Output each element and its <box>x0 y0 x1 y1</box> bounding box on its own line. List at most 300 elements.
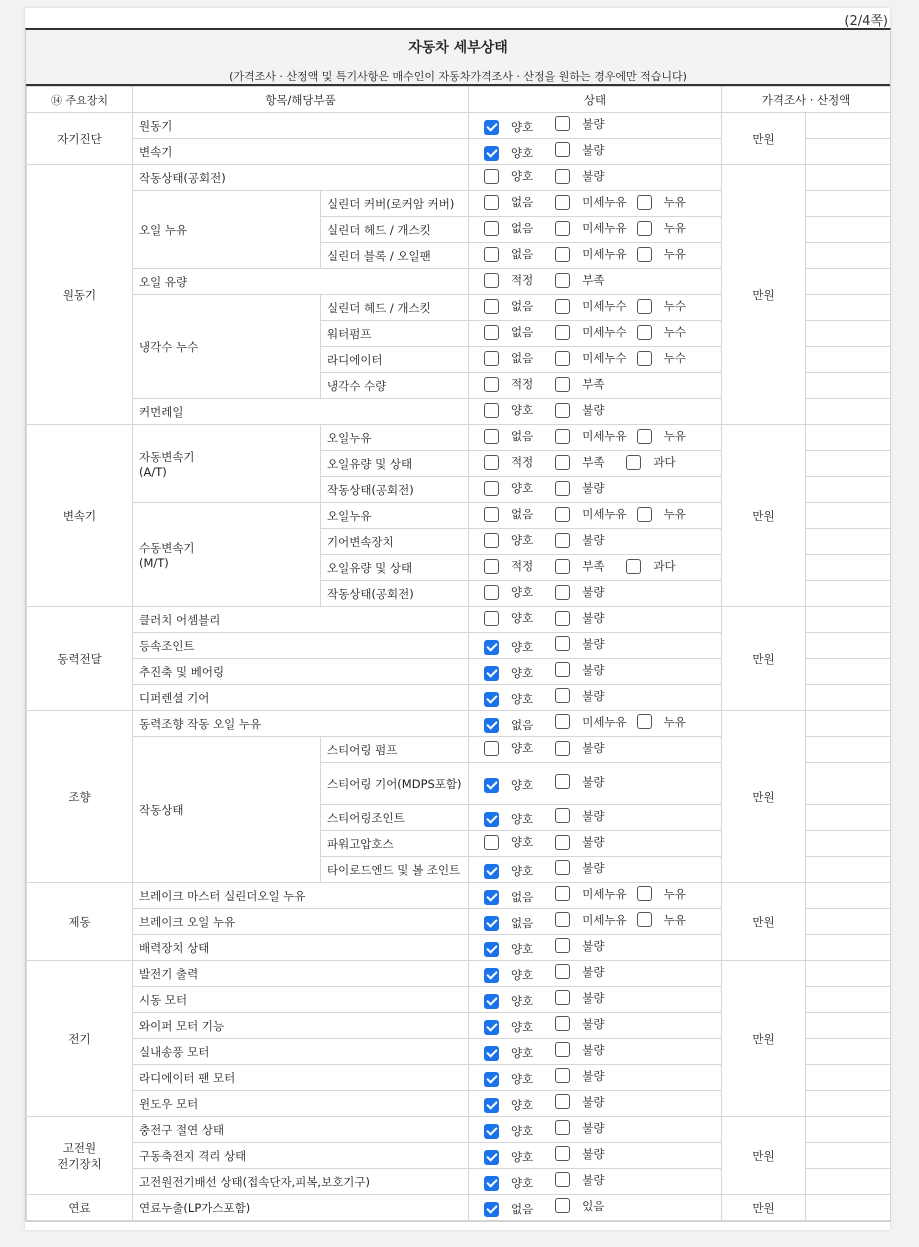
status-option[interactable] <box>484 1045 533 1061</box>
price-input-cell[interactable] <box>806 295 891 321</box>
form-frame <box>25 28 891 1222</box>
price-input-cell[interactable] <box>806 1065 891 1091</box>
checkbox[interactable] <box>637 507 652 522</box>
status-option[interactable] <box>637 886 686 902</box>
checked-checkbox[interactable] <box>484 1150 499 1165</box>
checkbox[interactable] <box>637 714 652 729</box>
checkbox[interactable] <box>484 585 499 600</box>
checkbox[interactable] <box>484 559 499 574</box>
sub-item-cell: 오일누유 <box>321 425 469 451</box>
checkbox[interactable] <box>555 1042 570 1057</box>
status-option[interactable] <box>484 1175 533 1191</box>
status-option[interactable] <box>555 324 626 340</box>
price-input-cell[interactable] <box>806 607 891 633</box>
status-option[interactable] <box>484 402 533 418</box>
status-option[interactable] <box>484 428 533 444</box>
status-option[interactable] <box>484 777 533 793</box>
status-option[interactable] <box>555 610 604 626</box>
checkbox[interactable] <box>484 377 499 392</box>
checkbox[interactable] <box>484 741 499 756</box>
status-option[interactable] <box>484 194 533 210</box>
status-option-label: 누유 <box>663 429 686 444</box>
checkbox[interactable] <box>484 325 499 340</box>
status-option-label: 적정 <box>511 377 534 392</box>
checkbox[interactable] <box>484 455 499 470</box>
form-page <box>25 8 890 1230</box>
checkbox[interactable] <box>555 195 570 210</box>
price-input-cell[interactable] <box>806 831 891 857</box>
price-input-cell[interactable] <box>806 425 891 451</box>
status-option[interactable] <box>555 990 604 1006</box>
status-option[interactable] <box>555 964 604 980</box>
status-option[interactable] <box>555 194 626 210</box>
checkbox[interactable] <box>555 1120 570 1135</box>
status-option[interactable] <box>555 584 604 600</box>
price-unit-cell: 만원 <box>722 961 806 1117</box>
status-option[interactable] <box>484 119 533 135</box>
price-input-cell[interactable] <box>806 909 891 935</box>
status-option-label: 미세누유 <box>582 886 627 901</box>
status-option-label: 불량 <box>582 860 605 875</box>
status-option[interactable] <box>484 915 533 931</box>
status-option[interactable] <box>484 863 533 879</box>
status-option[interactable] <box>637 220 686 236</box>
price-input-cell[interactable] <box>806 1039 891 1065</box>
price-input-cell[interactable] <box>806 883 891 909</box>
price-input-cell[interactable] <box>806 711 891 737</box>
table-row <box>27 165 891 191</box>
checkbox[interactable] <box>637 886 652 901</box>
checked-checkbox[interactable] <box>484 994 499 1009</box>
status-option[interactable] <box>484 480 533 496</box>
checkbox[interactable] <box>555 808 570 823</box>
price-input-cell[interactable] <box>806 113 891 139</box>
checkbox[interactable] <box>555 688 570 703</box>
checked-checkbox[interactable] <box>484 718 499 733</box>
status-option[interactable] <box>484 889 533 905</box>
price-input-cell[interactable] <box>806 581 891 607</box>
price-input-cell[interactable] <box>806 165 891 191</box>
table-row <box>27 607 891 633</box>
checkbox[interactable] <box>555 247 570 262</box>
status-option[interactable] <box>555 740 604 756</box>
checked-checkbox[interactable] <box>484 1124 499 1139</box>
checked-checkbox[interactable] <box>484 942 499 957</box>
price-unit-cell: 만원 <box>722 113 806 165</box>
price-input-cell[interactable] <box>806 1169 891 1195</box>
status-option[interactable] <box>555 298 626 314</box>
checked-checkbox[interactable] <box>484 666 499 681</box>
price-input-cell[interactable] <box>806 555 891 581</box>
price-input-cell[interactable] <box>806 529 891 555</box>
checkbox[interactable] <box>555 1172 570 1187</box>
checked-checkbox[interactable] <box>484 1072 499 1087</box>
checked-checkbox[interactable] <box>484 916 499 931</box>
status-option[interactable] <box>484 350 533 366</box>
price-input-cell[interactable] <box>806 399 891 425</box>
status-option-label: 적정 <box>511 273 534 288</box>
price-unit-cell: 만원 <box>722 883 806 961</box>
price-input-cell[interactable] <box>806 269 891 295</box>
status-option[interactable] <box>555 834 604 850</box>
checkbox[interactable] <box>555 455 570 470</box>
item-cell: 동력조향 작동 오일 누유 <box>133 711 469 737</box>
status-option[interactable] <box>555 1198 604 1214</box>
checkbox[interactable] <box>484 247 499 262</box>
checkbox[interactable] <box>555 1146 570 1161</box>
status-option-label: 양호 <box>511 968 534 983</box>
price-input-cell[interactable] <box>806 1117 891 1143</box>
checkbox[interactable] <box>555 611 570 626</box>
checkbox[interactable] <box>555 585 570 600</box>
checked-checkbox[interactable] <box>484 1098 499 1113</box>
status-cell <box>469 477 722 503</box>
item-cell: 실내송풍 모터 <box>133 1039 469 1065</box>
status-option[interactable] <box>555 774 604 790</box>
checkbox[interactable] <box>555 636 570 651</box>
status-option-label: 양호 <box>511 1046 534 1061</box>
price-input-cell[interactable] <box>806 1195 891 1221</box>
status-option[interactable] <box>555 1016 604 1032</box>
checked-checkbox[interactable] <box>484 812 499 827</box>
status-option-label: 누유 <box>663 195 686 210</box>
status-option-label: 불량 <box>582 990 605 1005</box>
checkbox[interactable] <box>555 1094 570 1109</box>
checkbox[interactable] <box>626 455 641 470</box>
checkbox[interactable] <box>555 403 570 418</box>
status-option[interactable] <box>555 1068 604 1084</box>
checked-checkbox[interactable] <box>484 968 499 983</box>
checkbox[interactable] <box>555 938 570 953</box>
status-option[interactable] <box>484 610 533 626</box>
status-option-label: 불량 <box>582 1016 605 1031</box>
item-cell: 수동변속기 (M/T) <box>133 503 321 607</box>
checkbox[interactable] <box>555 273 570 288</box>
status-option[interactable] <box>484 1123 533 1139</box>
price-input-cell[interactable] <box>806 987 891 1013</box>
checkbox[interactable] <box>637 429 652 444</box>
status-option[interactable] <box>484 717 533 733</box>
status-option[interactable] <box>555 506 626 522</box>
status-option[interactable] <box>637 714 686 730</box>
status-option[interactable] <box>555 454 604 470</box>
checkbox[interactable] <box>626 559 641 574</box>
checkbox[interactable] <box>555 1068 570 1083</box>
status-option[interactable] <box>555 860 604 876</box>
checkbox[interactable] <box>637 912 652 927</box>
item-cell: 라디에이터 팬 모터 <box>133 1065 469 1091</box>
checkbox[interactable] <box>555 860 570 875</box>
table-row <box>27 113 891 139</box>
checkbox[interactable] <box>637 299 652 314</box>
status-cell <box>469 113 722 139</box>
status-option[interactable] <box>555 168 604 184</box>
checkbox[interactable] <box>484 481 499 496</box>
checked-checkbox[interactable] <box>484 864 499 879</box>
checkbox[interactable] <box>637 195 652 210</box>
checkbox[interactable] <box>484 169 499 184</box>
checkbox[interactable] <box>555 662 570 677</box>
status-option[interactable] <box>555 886 626 902</box>
checkbox[interactable] <box>484 403 499 418</box>
status-option[interactable] <box>484 967 533 983</box>
status-option-label: 불량 <box>582 662 605 677</box>
checkbox[interactable] <box>484 351 499 366</box>
status-option[interactable] <box>484 993 533 1009</box>
price-input-cell[interactable] <box>806 935 891 961</box>
checkbox[interactable] <box>484 533 499 548</box>
status-option-label: 양호 <box>511 640 534 655</box>
price-input-cell[interactable] <box>806 451 891 477</box>
status-option[interactable] <box>555 272 604 288</box>
header-status: 상태 <box>469 87 722 113</box>
header-item: 항목/해당부품 <box>133 87 469 113</box>
header-price: 가격조사 · 산정액 <box>722 87 891 113</box>
price-input-cell[interactable] <box>806 373 891 399</box>
status-option[interactable] <box>555 1042 604 1058</box>
status-cell <box>469 165 722 191</box>
status-option[interactable] <box>555 636 604 652</box>
table-row <box>27 961 891 987</box>
status-option-label: 불량 <box>582 142 605 157</box>
status-option-label: 미세누유 <box>582 507 627 522</box>
sub-item-cell: 실린더 헤드 / 개스킷 <box>321 295 469 321</box>
checkbox[interactable] <box>555 351 570 366</box>
status-option-label: 미세누수 <box>582 299 627 314</box>
checkbox[interactable] <box>555 1198 570 1213</box>
status-option[interactable] <box>484 1201 533 1217</box>
checkbox[interactable] <box>555 429 570 444</box>
sub-item-cell: 냉각수 수량 <box>321 373 469 399</box>
status-cell <box>469 633 722 659</box>
status-option[interactable] <box>637 324 686 340</box>
status-option[interactable] <box>637 350 686 366</box>
status-option[interactable] <box>484 145 533 161</box>
status-option[interactable] <box>637 912 686 928</box>
status-option[interactable] <box>555 1094 604 1110</box>
status-option[interactable] <box>555 1172 604 1188</box>
sub-item-cell: 스티어링 펌프 <box>321 737 469 763</box>
price-input-cell[interactable] <box>806 1143 891 1169</box>
status-option[interactable] <box>637 428 686 444</box>
checkbox[interactable] <box>555 714 570 729</box>
checkbox[interactable] <box>555 990 570 1005</box>
status-option-label: 미세누유 <box>582 429 627 444</box>
checked-checkbox[interactable] <box>484 120 499 135</box>
status-option[interactable] <box>555 350 626 366</box>
status-option-label: 미세누유 <box>582 195 627 210</box>
price-input-cell[interactable] <box>806 191 891 217</box>
price-input-cell[interactable] <box>806 659 891 685</box>
price-input-cell[interactable] <box>806 217 891 243</box>
price-input-cell[interactable] <box>806 737 891 763</box>
checkbox[interactable] <box>555 116 570 131</box>
status-option[interactable] <box>484 168 533 184</box>
price-input-cell[interactable] <box>806 633 891 659</box>
status-option[interactable] <box>555 1120 604 1136</box>
checkbox[interactable] <box>484 299 499 314</box>
status-option[interactable] <box>484 298 533 314</box>
status-option[interactable] <box>555 376 604 392</box>
status-option[interactable] <box>555 220 626 236</box>
price-input-cell[interactable] <box>806 1091 891 1117</box>
status-option[interactable] <box>555 1146 604 1162</box>
status-option[interactable] <box>484 558 533 574</box>
price-unit-cell: 만원 <box>722 607 806 711</box>
checkbox[interactable] <box>484 611 499 626</box>
price-input-cell[interactable] <box>806 805 891 831</box>
checkbox[interactable] <box>484 835 499 850</box>
status-option-label: 없음 <box>511 890 534 905</box>
checked-checkbox[interactable] <box>484 692 499 707</box>
checkbox[interactable] <box>484 221 499 236</box>
status-option[interactable] <box>484 941 533 957</box>
checkbox[interactable] <box>484 507 499 522</box>
checked-checkbox[interactable] <box>484 146 499 161</box>
checkbox[interactable] <box>555 912 570 927</box>
status-option[interactable] <box>484 272 533 288</box>
status-option[interactable] <box>484 532 533 548</box>
status-option[interactable] <box>637 246 686 262</box>
price-input-cell[interactable] <box>806 685 891 711</box>
status-option[interactable] <box>555 808 604 824</box>
status-option[interactable] <box>484 506 533 522</box>
checkbox[interactable] <box>637 221 652 236</box>
checkbox[interactable] <box>555 221 570 236</box>
status-cell <box>469 1143 722 1169</box>
status-option[interactable] <box>484 665 533 681</box>
status-option-label: 불량 <box>582 1068 605 1083</box>
status-cell <box>469 243 722 269</box>
status-option[interactable] <box>484 246 533 262</box>
checkbox[interactable] <box>484 195 499 210</box>
status-option[interactable] <box>555 688 604 704</box>
checkbox[interactable] <box>637 351 652 366</box>
status-cell <box>469 831 722 857</box>
status-option[interactable] <box>555 402 604 418</box>
price-input-cell[interactable] <box>806 477 891 503</box>
status-cell <box>469 935 722 961</box>
checkbox[interactable] <box>555 1016 570 1031</box>
sub-item-cell: 파워고압호스 <box>321 831 469 857</box>
price-input-cell[interactable] <box>806 139 891 165</box>
status-option[interactable] <box>484 376 533 392</box>
checkbox[interactable] <box>555 481 570 496</box>
checkbox[interactable] <box>555 325 570 340</box>
status-option[interactable] <box>484 1149 533 1165</box>
price-input-cell[interactable] <box>806 1013 891 1039</box>
status-option[interactable] <box>555 532 604 548</box>
status-option[interactable] <box>637 194 686 210</box>
status-option[interactable] <box>555 558 604 574</box>
checkbox[interactable] <box>555 835 570 850</box>
price-input-cell[interactable] <box>806 857 891 883</box>
status-option-label: 과다 <box>653 455 676 470</box>
status-option-label: 양호 <box>511 741 534 756</box>
checkbox[interactable] <box>555 169 570 184</box>
checkbox[interactable] <box>555 964 570 979</box>
checkbox[interactable] <box>555 377 570 392</box>
status-option[interactable] <box>484 811 533 827</box>
checkbox[interactable] <box>637 325 652 340</box>
price-input-cell[interactable] <box>806 321 891 347</box>
checked-checkbox[interactable] <box>484 890 499 905</box>
status-option[interactable] <box>555 246 626 262</box>
checked-checkbox[interactable] <box>484 1020 499 1035</box>
status-option-label: 누유 <box>663 507 686 522</box>
status-option[interactable] <box>555 912 626 928</box>
checkbox[interactable] <box>555 142 570 157</box>
price-input-cell[interactable] <box>806 961 891 987</box>
checkbox[interactable] <box>484 429 499 444</box>
status-option-label: 양호 <box>511 1150 534 1165</box>
status-option-label: 과다 <box>653 559 676 574</box>
price-input-cell[interactable] <box>806 243 891 269</box>
status-option-label: 없음 <box>511 718 534 733</box>
category-cell: 자기진단 <box>27 113 133 165</box>
status-option[interactable] <box>637 506 686 522</box>
status-option[interactable] <box>637 298 686 314</box>
checkbox[interactable] <box>484 273 499 288</box>
status-option-label: 없음 <box>511 351 534 366</box>
status-option[interactable] <box>555 116 604 132</box>
status-option[interactable] <box>555 714 626 730</box>
status-option-label: 불량 <box>582 741 605 756</box>
status-option[interactable] <box>484 834 533 850</box>
checked-checkbox[interactable] <box>484 1176 499 1191</box>
status-cell <box>469 399 722 425</box>
sub-item-cell: 타이로드엔드 및 볼 조인트 <box>321 857 469 883</box>
status-option-label: 누유 <box>663 886 686 901</box>
checkbox[interactable] <box>555 774 570 789</box>
status-option-label: 없음 <box>511 916 534 931</box>
checked-checkbox[interactable] <box>484 778 499 793</box>
status-option[interactable] <box>555 938 604 954</box>
status-option[interactable] <box>484 740 533 756</box>
status-option-label: 미세누유 <box>582 912 627 927</box>
status-option[interactable] <box>484 584 533 600</box>
status-option[interactable] <box>555 662 604 678</box>
status-option[interactable] <box>555 428 626 444</box>
item-cell: 등속조인트 <box>133 633 469 659</box>
status-option[interactable] <box>484 1019 533 1035</box>
checkbox[interactable] <box>555 299 570 314</box>
status-option[interactable] <box>626 558 675 574</box>
price-input-cell[interactable] <box>806 347 891 373</box>
status-option[interactable] <box>484 691 533 707</box>
status-option[interactable] <box>484 1071 533 1087</box>
status-option[interactable] <box>555 142 604 158</box>
price-input-cell[interactable] <box>806 763 891 805</box>
checked-checkbox[interactable] <box>484 1046 499 1061</box>
status-option[interactable] <box>484 639 533 655</box>
status-option[interactable] <box>484 220 533 236</box>
checkbox[interactable] <box>555 507 570 522</box>
price-input-cell[interactable] <box>806 503 891 529</box>
checkbox[interactable] <box>637 247 652 262</box>
checked-checkbox[interactable] <box>484 640 499 655</box>
status-option[interactable] <box>484 324 533 340</box>
checkbox[interactable] <box>555 741 570 756</box>
checkbox[interactable] <box>555 533 570 548</box>
checked-checkbox[interactable] <box>484 1202 499 1217</box>
status-option[interactable] <box>626 454 675 470</box>
checkbox[interactable] <box>555 559 570 574</box>
checkbox[interactable] <box>555 886 570 901</box>
status-option[interactable] <box>484 454 533 470</box>
status-option[interactable] <box>555 480 604 496</box>
status-option[interactable] <box>484 1097 533 1113</box>
